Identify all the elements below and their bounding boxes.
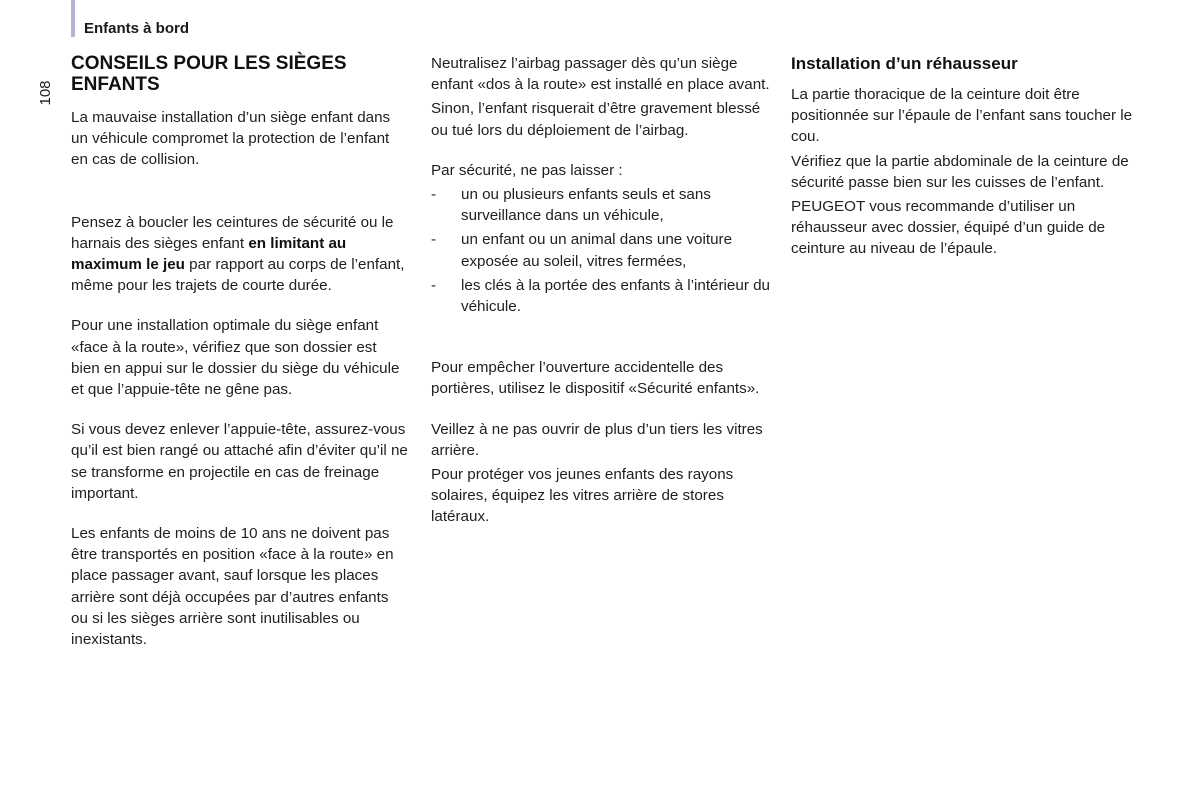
section-label: Enfants à bord: [84, 20, 190, 37]
column-middle: [431, 53, 776, 528]
paragraph-buckle-belts: [71, 212, 409, 297]
list-item: [431, 229, 776, 271]
paragraph-child-lock: Pour empêcher l’ouverture accidentelle des portières, utilisez le dispositif «Sécurité enfants».: [431, 359, 760, 398]
dash-bullet: -: [431, 276, 437, 294]
paragraph-children-under-10: Les enfants de moins de 10 ans ne doivent pas être transportés en position «face à la route» en place passager avant, sauf lorsque les places arrière sont déjà occupées par d’autres enfants ou si les sièges arrière sont inutilisables ou inexistants.: [71, 525, 394, 649]
list-item-text: un enfant ou un animal dans une voiture exposée au soleil, vitres fermées,: [461, 231, 733, 270]
paragraph-optimal-installation: Pour une installation optimale du siège enfant «face à la route», vérifiez que son dossier est bien en appui sur le dossier du siège du véhicule et que l’appuie-tête ne gêne pas.: [71, 317, 400, 399]
paragraph-airbag-risk: Sinon, l’enfant risquerait d’être gravement blessé ou tué lors du déploiement de l’airbag.: [431, 100, 761, 139]
dash-bullet: -: [431, 186, 437, 204]
paragraph-airbag-neutralize: Neutralisez l’airbag passager dès qu’un siège enfant «dos à la route» est installé en place avant.: [431, 55, 770, 94]
subsection-title: Installation d’un réhausseur: [791, 54, 1018, 73]
text-segment: par rapport au corps de l’enfant, même pour les trajets de courte durée.: [71, 256, 405, 295]
paragraph-sun-blinds: Pour protéger vos jeunes enfants des rayons solaires, équipez les vitres arrière de stores latéraux.: [431, 466, 734, 526]
paragraph-thoracic-belt: La partie thoracique de la ceinture doit être positionnée sur l’épaule de l’enfant sans toucher le cou.: [791, 86, 1133, 146]
paragraph-headrest: Si vous devez enlever l’appuie-tête, assurez-vous qu’il est bien rangé ou attaché afin d’éviter qu’il ne se transforme en projectile en cas de freinage important.: [71, 421, 408, 502]
emphasis-text: en limitant au maximum le jeu: [71, 234, 347, 274]
list-item: [431, 275, 776, 317]
paragraph-installation-warning: La mauvaise installation d’un siège enfant dans un véhicule compromet la protection de l’enfant en cas de collision.: [71, 109, 391, 169]
text-segment: Pensez à boucler les ceintures de sécurité ou le harnais des sièges enfant: [71, 213, 394, 252]
column-left: [71, 53, 409, 650]
page-title: CONSEILS POUR LES SIÈGES ENFANTS: [71, 53, 347, 95]
page-number: 108: [36, 80, 54, 106]
column-right: [791, 53, 1136, 260]
paragraph-abdominal-belt: Vérifiez que la partie abdominale de la ceinture de sécurité passe bien sur les cuisses de l’enfant.: [791, 152, 1129, 191]
list-item-text: un ou plusieurs enfants seuls et sans surveillance dans un véhicule,: [461, 186, 711, 225]
safety-list: [431, 184, 776, 317]
paragraph-safety-intro: Par sécurité, ne pas laisser :: [431, 161, 623, 179]
section-accent-bar: [71, 0, 75, 37]
paragraph-rear-windows: Veillez à ne pas ouvrir de plus d’un tiers les vitres arrière.: [431, 420, 763, 459]
list-item-text: les clés à la portée des enfants à l’intérieur du véhicule.: [461, 276, 770, 316]
dash-bullet: -: [431, 231, 437, 249]
list-item: [431, 184, 776, 226]
paragraph-peugeot-recommendation: PEUGEOT vous recommande d’utiliser un réhausseur avec dossier, équipé d’un guide de ceinture au niveau de l’épaule.: [791, 198, 1106, 258]
